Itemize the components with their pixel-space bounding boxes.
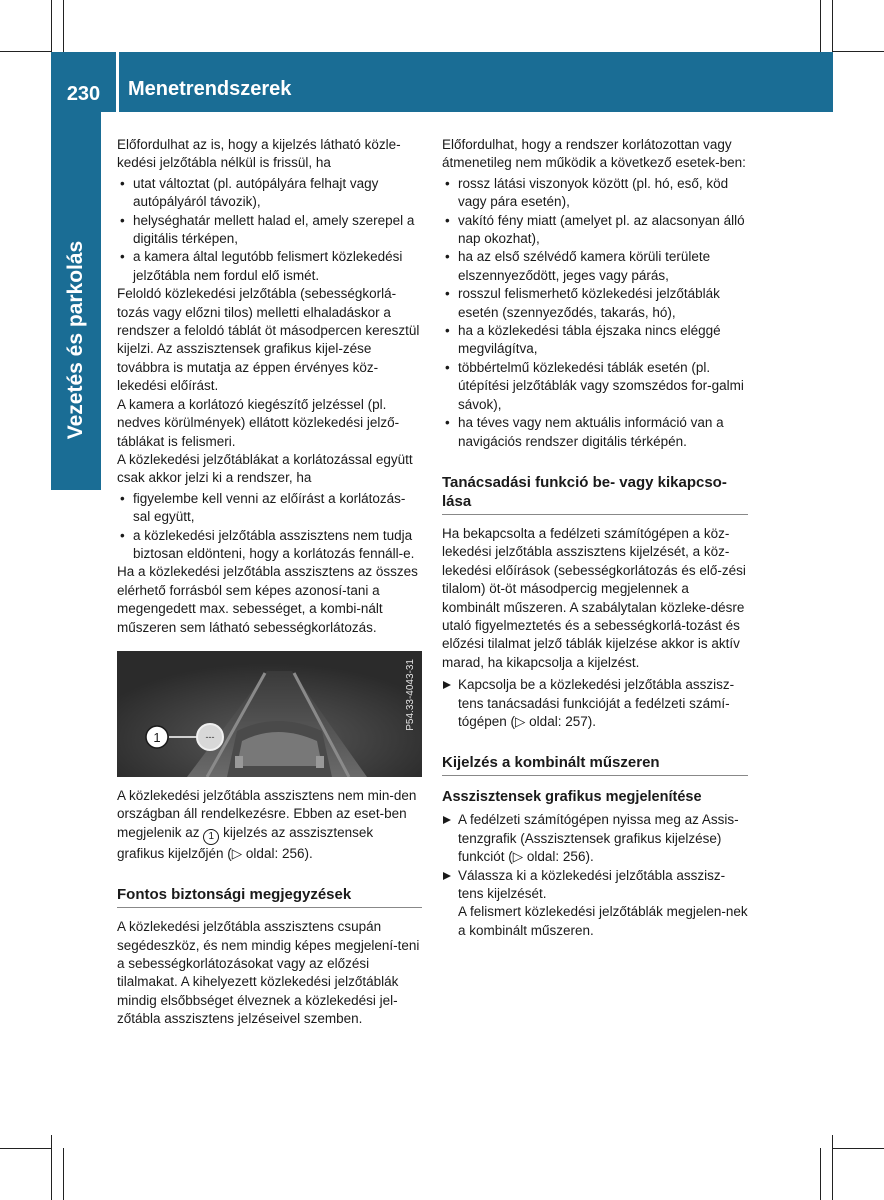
crop-mark <box>0 51 52 52</box>
list-item: • ha a közlekedési tábla éjszaka nincs eléggé megvilágítva, <box>442 322 748 359</box>
arrow-right-icon <box>443 872 451 880</box>
list-item: • rosszul felismerhető közlekedési jelzőtáblák esetén (szennyeződés, takarás, hó), <box>442 285 748 322</box>
right-column <box>442 136 748 940</box>
callout-number: 1 <box>153 729 161 745</box>
step-text: Válassza ki a közlekedési jelzőtábla asszisz-tens kijelzését. <box>458 867 726 901</box>
step-list <box>442 811 748 903</box>
crop-mark <box>51 1135 52 1200</box>
crop-mark <box>63 0 64 52</box>
list-item: • a kamera által legutóbb felismert közlekedési jelzőtábla nem fordul elő ismét. <box>117 248 422 285</box>
section-heading: Tanácsadási funkció be- vagy kikapcso-lása <box>442 473 748 515</box>
sign-text: --- <box>205 731 215 742</box>
step-text: A fedélzeti számítógépen nyissa meg az Assis-tenzgrafik (Asszisztensek grafikus kijelzése) funkciót (▷ oldal: 256). <box>458 812 739 865</box>
paragraph: Ha a közlekedési jelzőtábla asszisztens az összes elérhető forrásból sem képes azonosí-tani a megengedett max. sebességet, a kombi-nált műszeren sem látható sebességkorlátozás. <box>117 564 418 635</box>
crop-mark <box>832 0 833 52</box>
step-item <box>442 676 748 731</box>
section-heading: Fontos biztonsági megjegyzések <box>117 885 422 908</box>
list-item: • utat változtat (pl. autópályára felhajt vagy autópályáról távozik), <box>117 175 422 212</box>
road-illustration <box>117 651 422 777</box>
paragraph: Előfordulhat, hogy a rendszer korlátozottan vagy átmenetileg nem működik a következő esetek-ben: <box>442 137 746 171</box>
list-item: • helységhatár mellett halad el, amely szerepel a digitális térképen, <box>117 212 422 249</box>
paragraph <box>117 787 422 863</box>
paragraph: Ha bekapcsolta a fedélzeti számítógépen a köz-lekedési jelzőtábla asszisztens kijelzését, a köz-lekedési előírások (sebességkorlátozás és elő-zési tilalom) öt-öt másodpercig megjelennek a kombinált műszeren. A szabálytalan közleke-désre utaló figyelmeztetés és a sebességkorlá-tozást és előzési tilalmat jelző táblák kijelzése akkor is aktív marad, ha kikapcsolja a kijelzést. <box>442 525 746 670</box>
bullet-list <box>117 490 422 564</box>
arrow-right-icon <box>443 816 451 824</box>
result-text: A felismert közlekedési jelzőtáblák megjelen-nek a kombinált műszeren. <box>458 904 748 938</box>
list-item: • többértelmű közlekedési táblák esetén (pl. útépítési jelzőtáblák vagy szomszédos for-galmi sávok), <box>442 359 748 414</box>
list-item: • ha téves vagy nem aktuális információ van a navigációs rendszer digitális térképén. <box>442 414 748 451</box>
left-column <box>117 136 422 1029</box>
header-divider <box>116 52 119 112</box>
section-title: Menetrendszerek <box>128 78 292 100</box>
step-list <box>442 676 748 731</box>
callout-marker: 1 <box>203 829 219 845</box>
crop-mark <box>820 1148 821 1200</box>
crop-mark <box>51 0 52 52</box>
section-heading: Kijelzés a kombinált műszeren <box>442 753 748 776</box>
list-item: • figyelembe kell venni az előírást a korlátozás-sal együtt, <box>117 490 422 527</box>
step-item <box>442 867 748 904</box>
crop-mark <box>832 51 884 52</box>
crop-mark <box>63 1148 64 1200</box>
paragraph: Előfordulhat az is, hogy a kijelzés látható közle-kedési jelzőtábla nélkül is frissül, ha <box>117 137 401 171</box>
paragraph: A közlekedési jelzőtáblákat a korlátozással együtt csak akkor jelzi ki a rendszer, ha <box>117 451 413 486</box>
list-item: • a közlekedési jelzőtábla asszisztens nem tudja biztosan eldönteni, hogy a korlátozás fennáll-e. <box>117 527 422 564</box>
list-item: • ha az első szélvédő kamera körüli területe elszennyeződött, jeges vagy párás, <box>442 248 748 285</box>
list-item: • rossz látási viszonyok között (pl. hó, eső, köd vagy pára esetén), <box>442 175 748 212</box>
paragraph: A kamera a korlátozó kiegészítő jelzéssel (pl. nedves körülmények) ellátott közlekedési jelző-táblákat is felismeri. <box>117 396 400 449</box>
step-item <box>442 811 748 866</box>
crop-mark <box>820 0 821 52</box>
bullet-list <box>117 175 422 285</box>
crop-mark <box>0 1148 52 1149</box>
list-item: • vakító fény miatt (amelyet pl. az alacsonyan álló nap okozhat), <box>442 212 748 249</box>
crop-mark <box>832 1148 884 1149</box>
page-number: 230 <box>66 83 101 105</box>
subsection-heading: Asszisztensek grafikus megjelenítése <box>442 789 702 806</box>
arrow-right-icon <box>443 681 451 689</box>
bullet-list <box>442 175 748 451</box>
paragraph: A közlekedési jelzőtábla asszisztens csupán segédeszköz, és nem mindig képes megjelení-teni a sebességkorlátozásokat vagy az előzési tilalmakat. A kihelyezett közlekedési jelzőtáblák mindig elsőbbséget élveznek a közlekedési jel-zőtábla asszisztens jelzéseivel szemben. <box>117 919 420 1027</box>
step-text: Kapcsolja be a közlekedési jelzőtábla asszisz-tens tanácsadási funkcióját a fedélzeti számí-tógépen (▷ oldal: 257). <box>458 677 735 729</box>
side-tab-label: Vezetés és parkolás <box>64 240 87 440</box>
text-span: A közlekedési jelzőtábla asszisztens nem min-den országban áll rendelkezésre. Ebben az eset-ben megjelenik az <box>117 787 417 840</box>
crop-mark <box>832 1135 833 1200</box>
text-span: kijelzés az asszisztensek grafikus kijelzőjén (▷ oldal: 256). <box>117 824 374 861</box>
instrument-cluster-figure <box>117 651 422 777</box>
figure-code: P54.33-4043-31 <box>404 658 416 731</box>
paragraph: Feloldó közlekedési jelzőtábla (sebességkorlá-tozás vagy előzni tilos) melletti elhaladáskor a rendszer a feloldó táblát öt másodpercen keresztül kijelzi. Az asszisztensek grafikus kijel-zése továbbra is mutatja az éppen érvényes köz-lekedési előírást. <box>117 286 420 394</box>
